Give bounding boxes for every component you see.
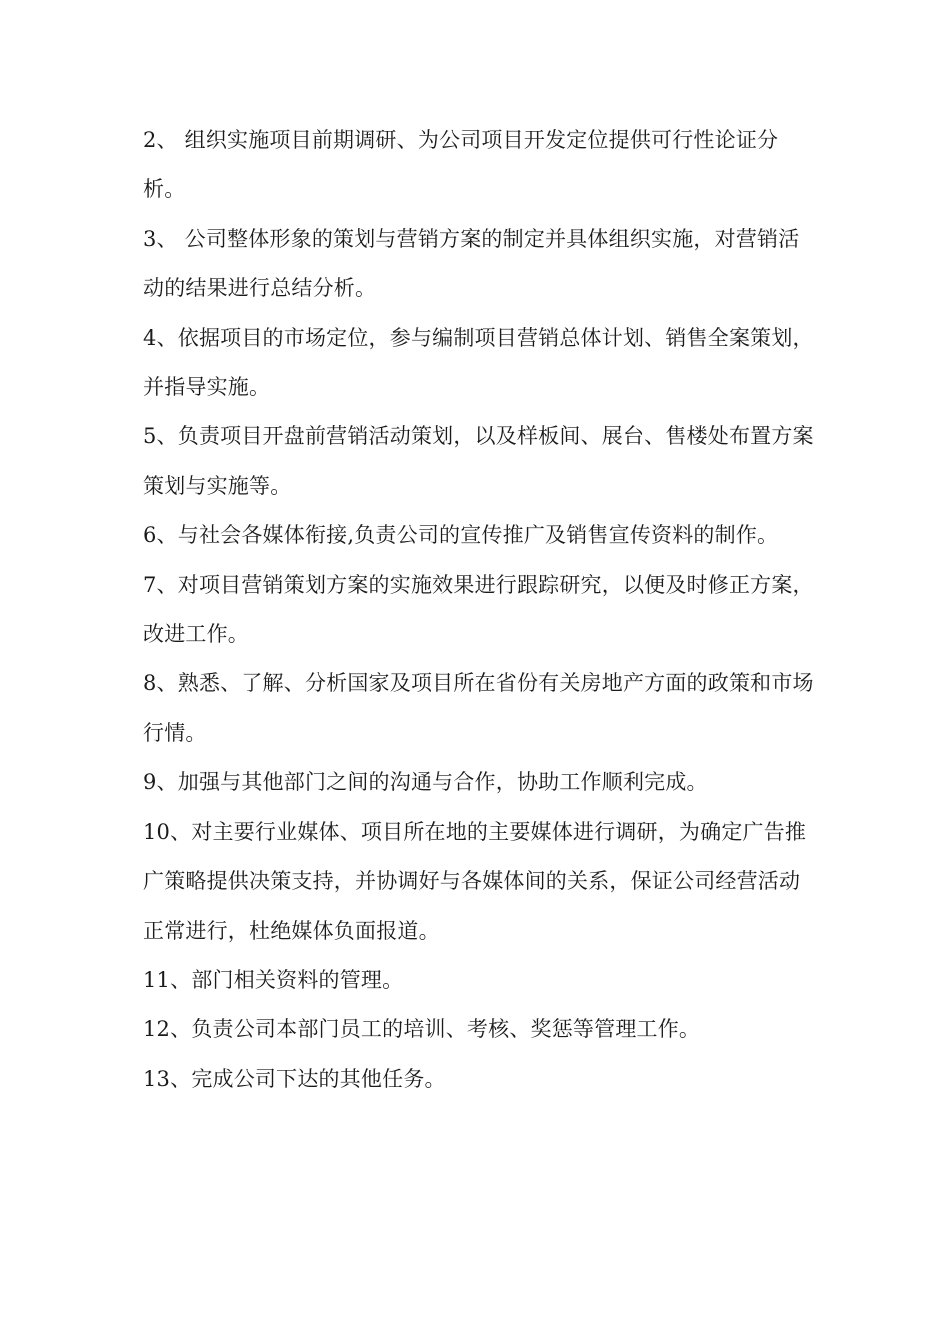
list-item: 2、 组织实施项目前期调研、为公司项目开发定位提供可行性论证分析。 (143, 128, 779, 202)
list-item: 6、与社会各媒体衔接,负责公司的宣传推广及销售宣传资料的制作。 (143, 523, 779, 548)
duty-list (143, 116, 815, 1104)
list-item: 9、加强与其他部门之间的沟通与合作，协助工作顺利完成。 (143, 770, 708, 795)
list-item: 13、完成公司下达的其他任务。 (143, 1066, 446, 1091)
list-item: 12、负责公司本部门员工的培训、考核、奖惩等管理工作。 (143, 1017, 701, 1042)
list-item: 10、对主要行业媒体、项目所在地的主要媒体进行调研，为确定广告推广策略提供决策支持，并协调好与各媒体间的关系，保证公司经营活动正常进行，杜绝媒体负面报道。 (143, 819, 807, 943)
list-item: 5、负责项目开盘前营销活动策划，以及样板间、展台、售楼处布置方案策划与实施等。 (143, 424, 814, 498)
list-item: 8、熟悉、了解、分析国家及项目所在省份有关房地产方面的政策和市场行情。 (143, 671, 814, 745)
list-item: 11、部门相关资料的管理。 (143, 967, 404, 992)
list-item: 7、对项目营销策划方案的实施效果进行跟踪研究，以便及时修正方案，改进工作。 (143, 572, 814, 647)
list-item: 4、依据项目的市场定位，参与编制项目营销总体计划、销售全案策划，并指导实施。 (143, 325, 814, 400)
list-item: 3、 公司整体形象的策划与营销方案的制定并具体组织实施，对营销活动的结果进行总结分析。 (143, 226, 800, 301)
